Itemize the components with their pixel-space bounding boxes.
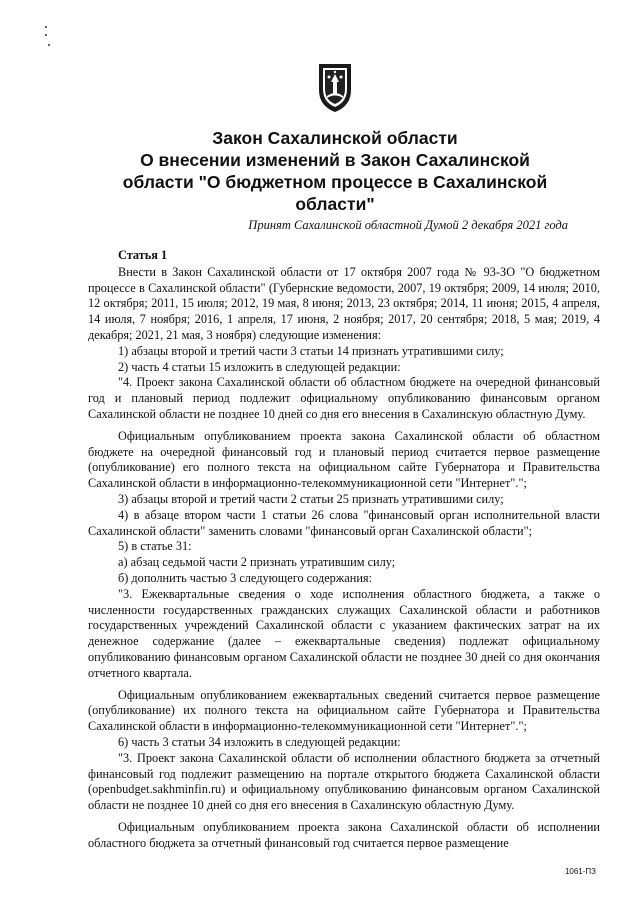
paragraph: "3. Ежеквартальные сведения о ходе исполнения областного бюджета, а также о численности государственных гражданских служащих Сахалинской области и работников государственных учреждений Сахалинской области с указанием фактических затрат на их денежное содержание (далее – ежеквартальные сведения) подлежат официальному опубликованию финансовым органом Сахалинской области не позднее 30 дней со дня окончания отчетного квартала. (88, 586, 600, 680)
paragraph: Официальным опубликованием ежеквартальных сведений считается первое размещение (опубликование) их полного текста на официальном сайте Губернатора и Правительства Сахалинской области в информационно-телекоммуникационной сети "Интернет"."; (88, 687, 600, 734)
paragraph: 3) абзацы второй и третий части 2 статьи 25 признать утратившими силу; (118, 491, 504, 506)
scan-mark (45, 34, 47, 36)
paragraph: 4) в абзаце втором части 1 статьи 26 слова "финансовый орган исполнительной власти Сахалинской области" заменить словами "финансовый орган Сахалинской области"; (88, 507, 600, 538)
document-code: 1061-ПЗ (564, 867, 596, 876)
paragraph: 6) часть 3 статьи 34 изложить в следующей редакции: (118, 734, 401, 749)
paragraph: Официальным опубликованием проекта закона Сахалинской области об областном бюджете на очередной финансовый год и плановый период считается первое размещение (опубликование) его полного текста на официальном сайте Губернатора и Правительства Сахалинской области в информационно-телекоммуникационной сети "Интернет"."; (88, 428, 600, 491)
paragraph: Внести в Закон Сахалинской области от 17 октября 2007 года № 93-ЗО "О бюджетном процессе в Сахалинской области" (Губернские ведомости, 2007, 19 октября; 2009, 14 июля; 2010, 12 октября; 2011, 15 июля; 2012, 19 мая, 8 июня; 2013, 23 октября; 2014, 11 июня; 2015, 4 апреля, 14 июля, 7 ноября; 2016, 1 апреля, 17 июня, 2 ноября; 2017, 20 сентября; 2018, 5 мая; 2019, 4 декабря; 2021, 21 мая, 3 ноября) следующие изменения: (88, 264, 600, 342)
paragraph: а) абзац седьмой части 2 признать утратившим силу; (118, 555, 396, 570)
coat-of-arms-emblem (313, 60, 357, 114)
scan-mark (45, 26, 47, 28)
paragraph: 2) часть 4 статьи 15 изложить в следующей редакции: (118, 359, 401, 374)
title-line: Закон Сахалинской области (212, 128, 458, 148)
title-line: области" (295, 194, 375, 214)
paragraph: "3. Проект закона Сахалинской области об исполнении областного бюджета за отчетный финансовый год подлежит размещению на портале открытого бюджета Сахалинской области (openbudget.sakhminfin.ru) и официальному опубликованию финансовым органом Сахалинской области не позднее 10 дней со дня его внесения в Сахалинскую областную Думу. (88, 750, 600, 813)
paragraph: б) дополнить частью 3 следующего содержания: (118, 570, 372, 585)
article-heading: Статья 1 (118, 248, 168, 262)
document-title (110, 127, 560, 215)
document-body (88, 248, 600, 851)
paragraph: 5) в статье 31: (118, 539, 192, 554)
paragraph: 1) абзацы второй и третий части 3 статьи 14 признать утратившими силу; (118, 343, 504, 358)
title-line: О внесении изменений в Закон Сахалинской (140, 150, 530, 170)
scan-mark (48, 44, 50, 46)
adoption-note: Принят Сахалинской областной Думой 2 декабря 2021 года (248, 218, 568, 232)
paragraph: Официальным опубликованием проекта закона Сахалинской области об исполнении областного бюджета за отчетный финансовый год считается первое размещение (88, 819, 600, 850)
paragraph: "4. Проект закона Сахалинской области об областном бюджете на очередной финансовый год и плановый период подлежит официальному опубликованию финансовым органом Сахалинской области не позднее 10 дней со дня его внесения в Сахалинскую областную Думу. (88, 375, 600, 421)
title-line: области "О бюджетном процессе в Сахалинской (122, 172, 548, 192)
